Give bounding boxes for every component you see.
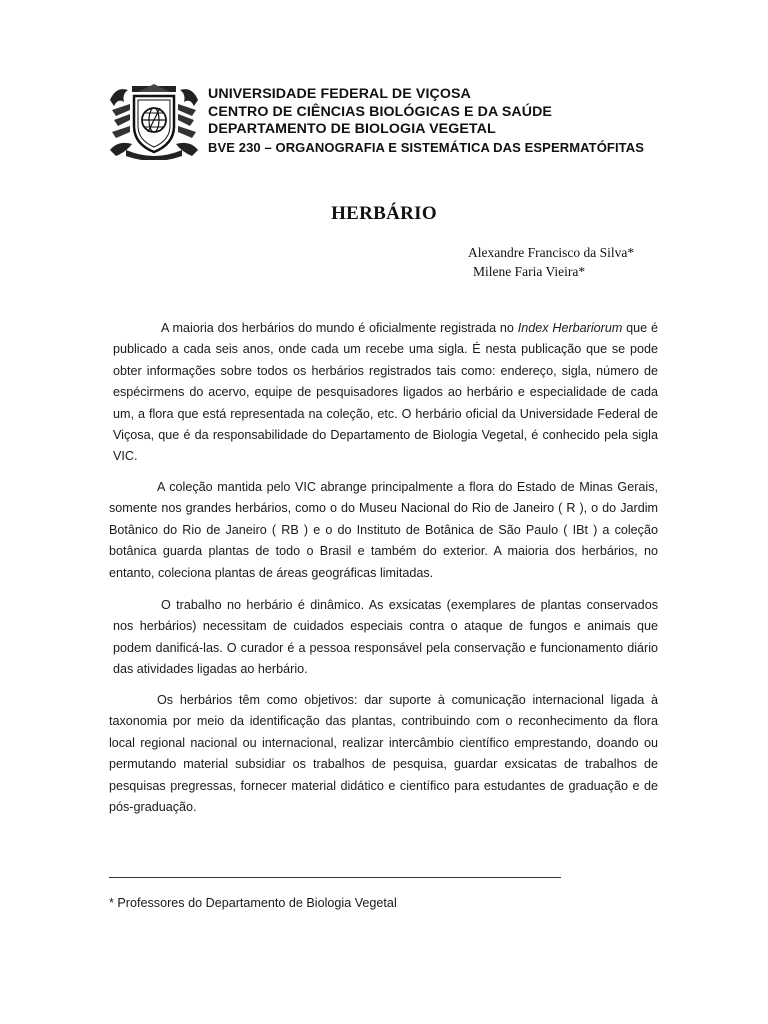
university-seal-icon xyxy=(108,80,200,160)
paragraph-2 xyxy=(109,477,658,584)
paragraph-text: A maioria dos herbários do mundo é oficialmente registrada no xyxy=(161,321,518,335)
center-name: CENTRO DE CIÊNCIAS BIOLÓGICAS E DA SAÚDE xyxy=(208,103,553,120)
footnote: * Professores do Departamento de Biologia Vegetal xyxy=(109,896,397,910)
paragraph-1 xyxy=(113,318,658,468)
author-name: Alexandre Francisco da Silva* xyxy=(468,245,635,260)
university-name: UNIVERSIDADE FEDERAL DE VIÇOSA xyxy=(208,86,471,102)
department-name: DEPARTAMENTO DE BIOLOGIA VEGETAL xyxy=(208,121,496,137)
footnote-divider xyxy=(109,877,561,878)
course-name: BVE 230 – ORGANOGRAFIA E SISTEMÁTICA DAS ESPERMATÓFITAS xyxy=(208,139,644,155)
paragraph-3 xyxy=(113,595,658,681)
paragraph-text: que é publicado a cada seis anos, onde cada um recebe uma sigla. É nesta publicação que se pode obter informações sobre todos os herbários registrados tais como: endereço, sigla, número de espécirmens do acervo, equipe de pesquisadores ligados ao herbário e especialidade de cada um, a flora que está representada na coleção, etc. O herbário oficial da Universidade Federal de Viçosa, que é da responsabilidade do Departamento de Biologia Vegetal, é conhecido pela sigla VIC. xyxy=(113,321,659,464)
author-name: Milene Faria Vieira* xyxy=(473,263,586,279)
paragraph-text: O trabalho no herbário é dinâmico. As exsicatas (exemplares de plantas conservados nos herbários) necessitam de cuidados especiais contra o ataque de fungos e animais que podem danificá-las. O curador é a pessoa responsável pela conservação e funcionamento diário das atividades ligadas ao herbário. xyxy=(113,598,658,677)
paragraph-text: Os herbários têm como objetivos: dar suporte à comunicação internacional ligada à taxonomia por meio da identificação das plantas, contribuindo com o reconhecimento da flora local regional nacional ou internacional, realizar intercâmbio científico emprestando, doando ou permutando material subsidiar os trabalhos de pesquisa, guardar exsicatas de trabalhos de pesquisas pregressas, fornecer material didático e científico para estudantes de graduação e de pós-graduação. xyxy=(109,693,658,815)
paragraph-4 xyxy=(109,690,658,818)
document-title: HERBÁRIO xyxy=(331,203,437,224)
institution-header xyxy=(208,86,748,156)
paragraph-text: A coleção mantida pelo VIC abrange principalmente a flora do Estado de Minas Gerais, somente nos grandes herbários, como o do Museu Nacional do Rio de Janeiro ( R ), o do Jardim Botânico do Rio de Janeiro ( RB ) e o do Instituto de Botânica de São Paulo ( IBt ) a coleção botânica guarda plantas de todo o Brasil e também do exterior. A maioria dos herbários, no entanto, coleciona plantas de áreas geográficas limitadas. xyxy=(109,480,658,580)
author-list xyxy=(468,244,748,281)
paragraph-emphasis: Index Herbariorum xyxy=(517,321,623,335)
